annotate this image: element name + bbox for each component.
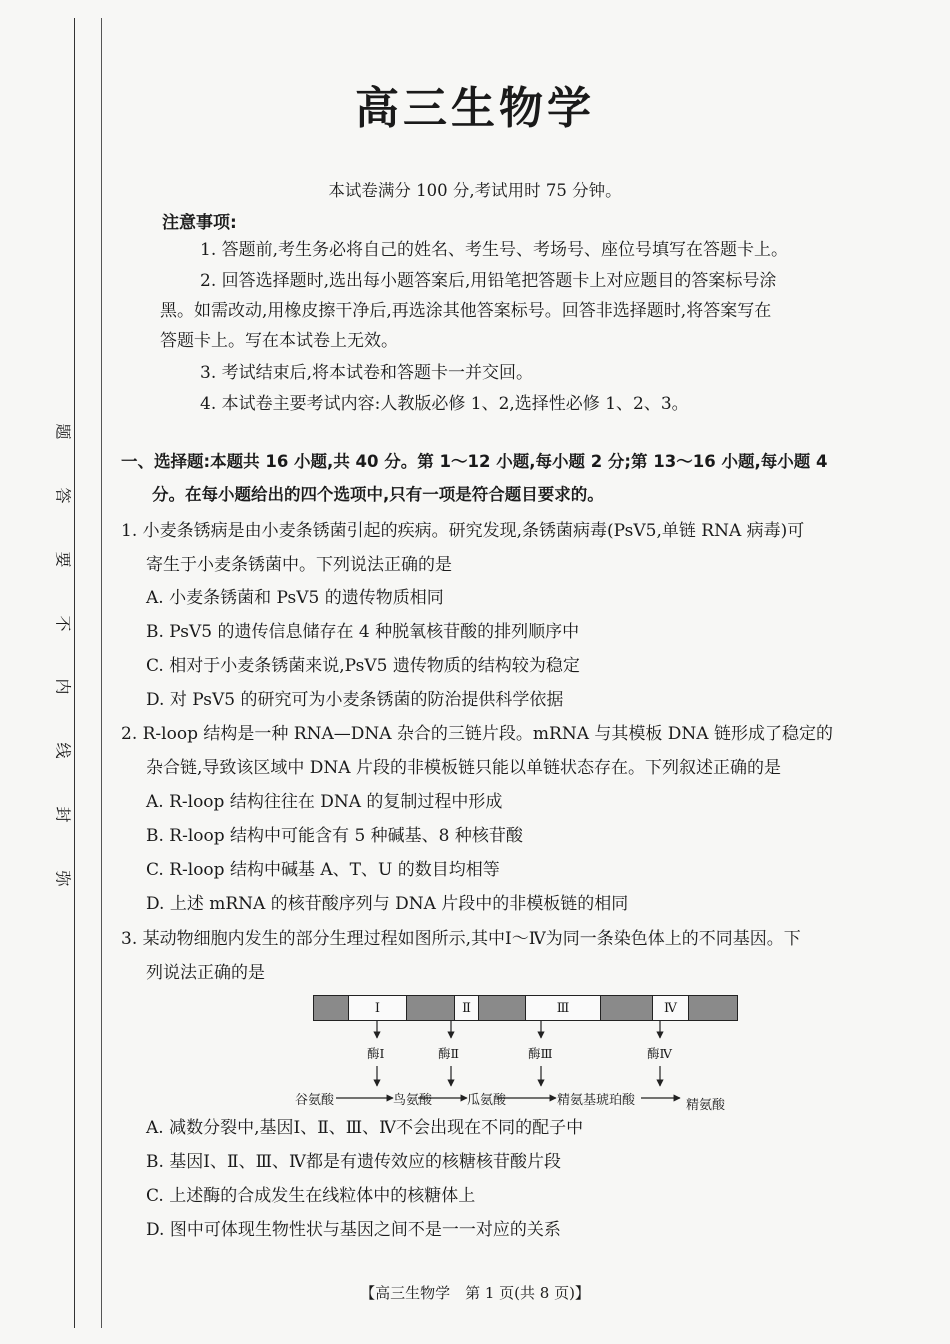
compound-arginine: 精氨酸	[686, 1098, 726, 1113]
non-coding-segment	[601, 996, 653, 1020]
margin-char: 弥	[53, 870, 73, 887]
question-2-option-a: A. R-loop 结构往往在 DNA 的复制过程中形成	[146, 792, 503, 812]
question-1-option-c: C. 相对于小麦条锈菌来说,PsV5 遗传物质的结构较为稳定	[146, 656, 580, 676]
enzyme-3: 酶Ⅲ	[528, 1046, 553, 1061]
compound-citrulline: 瓜氨酸	[467, 1093, 507, 1108]
exam-info: 本试卷满分 100 分,考试用时 75 分钟。	[328, 181, 622, 200]
question-1-option-b: B. PsV5 的遗传信息储存在 4 种脱氧核苷酸的排列顺序中	[146, 622, 580, 642]
notice-line: 3. 考试结束后,将本试卷和答题卡一并交回。	[200, 363, 534, 383]
binding-line-outer	[74, 18, 75, 1328]
question-2-option-c: C. R-loop 结构中碱基 A、T、U 的数目均相等	[146, 860, 500, 880]
notice-heading: 注意事项:	[162, 213, 237, 233]
section-heading-cont: 分。在每小题给出的四个选项中,只有一项是符合题目要求的。	[152, 485, 604, 504]
question-2-option-b: B. R-loop 结构中可能含有 5 种碱基、8 种核苷酸	[146, 826, 523, 846]
compound-glutamate: 谷氨酸	[295, 1093, 335, 1108]
non-coding-segment	[689, 996, 737, 1020]
enzyme-4: 酶Ⅳ	[647, 1046, 672, 1061]
page-footer: 【高三生物学 第 1 页(共 8 页)】	[360, 1284, 590, 1302]
section-heading: 一、选择题:本题共 16 小题,共 40 分。第 1～12 小题,每小题 2 分;第 13～16 小题,每小题 4	[121, 452, 828, 471]
notice-line: 答题卡上。写在本试卷上无效。	[160, 331, 398, 351]
question-1-stem: 1. 小麦条锈病是由小麦条锈菌引起的疾病。研究发现,条锈菌病毒(PsV5,单链 RNA 病毒)可	[121, 521, 805, 541]
margin-char: 答	[53, 487, 73, 504]
margin-char: 不	[53, 615, 73, 632]
gene-1: Ⅰ	[349, 996, 407, 1020]
margin-char: 要	[53, 551, 73, 568]
chromosome-diagram	[313, 995, 738, 1021]
notice-line: 1. 答题前,考生务必将自己的姓名、考生号、考场号、座位号填写在答题卡上。	[200, 240, 789, 260]
notice-line: 4. 本试卷主要考试内容:人教版必修 1、2,选择性必修 1、2、3。	[200, 394, 689, 414]
margin-char: 线	[53, 742, 73, 759]
question-3-option-c: C. 上述酶的合成发生在线粒体中的核糖体上	[146, 1186, 476, 1206]
question-3-option-d: D. 图中可体现生物性状与基因之间不是一一对应的关系	[146, 1220, 561, 1240]
question-1-stem: 寄生于小麦条锈菌中。下列说法正确的是	[146, 555, 452, 575]
gene-2: Ⅱ	[455, 996, 479, 1020]
notice-line: 2. 回答选择题时,选出每小题答案后,用铅笔把答题卡上对应题目的答案标号涂	[200, 271, 777, 291]
enzyme-1: 酶Ⅰ	[367, 1046, 385, 1061]
margin-char: 题	[53, 423, 73, 440]
question-2-option-d: D. 上述 mRNA 的核苷酸序列与 DNA 片段中的非模板链的相同	[146, 894, 629, 914]
page-title: 高三生物学	[355, 83, 595, 134]
compound-ornithine: 鸟氨酸	[393, 1093, 433, 1108]
question-1-option-a: A. 小麦条锈菌和 PsV5 的遗传物质相同	[146, 588, 444, 608]
notice-line: 黑。如需改动,用橡皮擦干净后,再选涂其他答案标号。回答非选择题时,将答案写在	[160, 301, 772, 321]
margin-char: 封	[53, 806, 73, 823]
question-1-option-d: D. 对 PsV5 的研究可为小麦条锈菌的防治提供科学依据	[146, 690, 564, 710]
question-3-option-b: B. 基因Ⅰ、Ⅱ、Ⅲ、Ⅳ都是有遗传效应的核糖核苷酸片段	[146, 1152, 561, 1172]
enzyme-2: 酶Ⅱ	[438, 1046, 459, 1061]
question-3-option-a: A. 减数分裂中,基因Ⅰ、Ⅱ、Ⅲ、Ⅳ不会出现在不同的配子中	[146, 1118, 584, 1138]
non-coding-segment	[479, 996, 526, 1020]
gene-4: Ⅳ	[653, 996, 689, 1020]
question-3-stem: 3. 某动物细胞内发生的部分生理过程如图所示,其中Ⅰ～Ⅳ为同一条染色体上的不同基因。下	[121, 929, 801, 949]
non-coding-segment	[407, 996, 455, 1020]
non-coding-segment	[314, 996, 349, 1020]
question-2-stem: 2. R-loop 结构是一种 RNA—DNA 杂合的三链片段。mRNA 与其模板 DNA 链形成了稳定的	[121, 724, 833, 744]
margin-char: 内	[53, 678, 73, 695]
gene-3: Ⅲ	[526, 996, 601, 1020]
question-2-stem: 杂合链,导致该区域中 DNA 片段的非模板链只能以单链状态存在。下列叙述正确的是	[146, 758, 781, 778]
question-3-stem: 列说法正确的是	[146, 963, 265, 983]
compound-argininosuccinate: 精氨基琥珀酸	[557, 1093, 636, 1108]
binding-margin-text	[54, 420, 74, 890]
binding-line-inner	[101, 18, 102, 1328]
